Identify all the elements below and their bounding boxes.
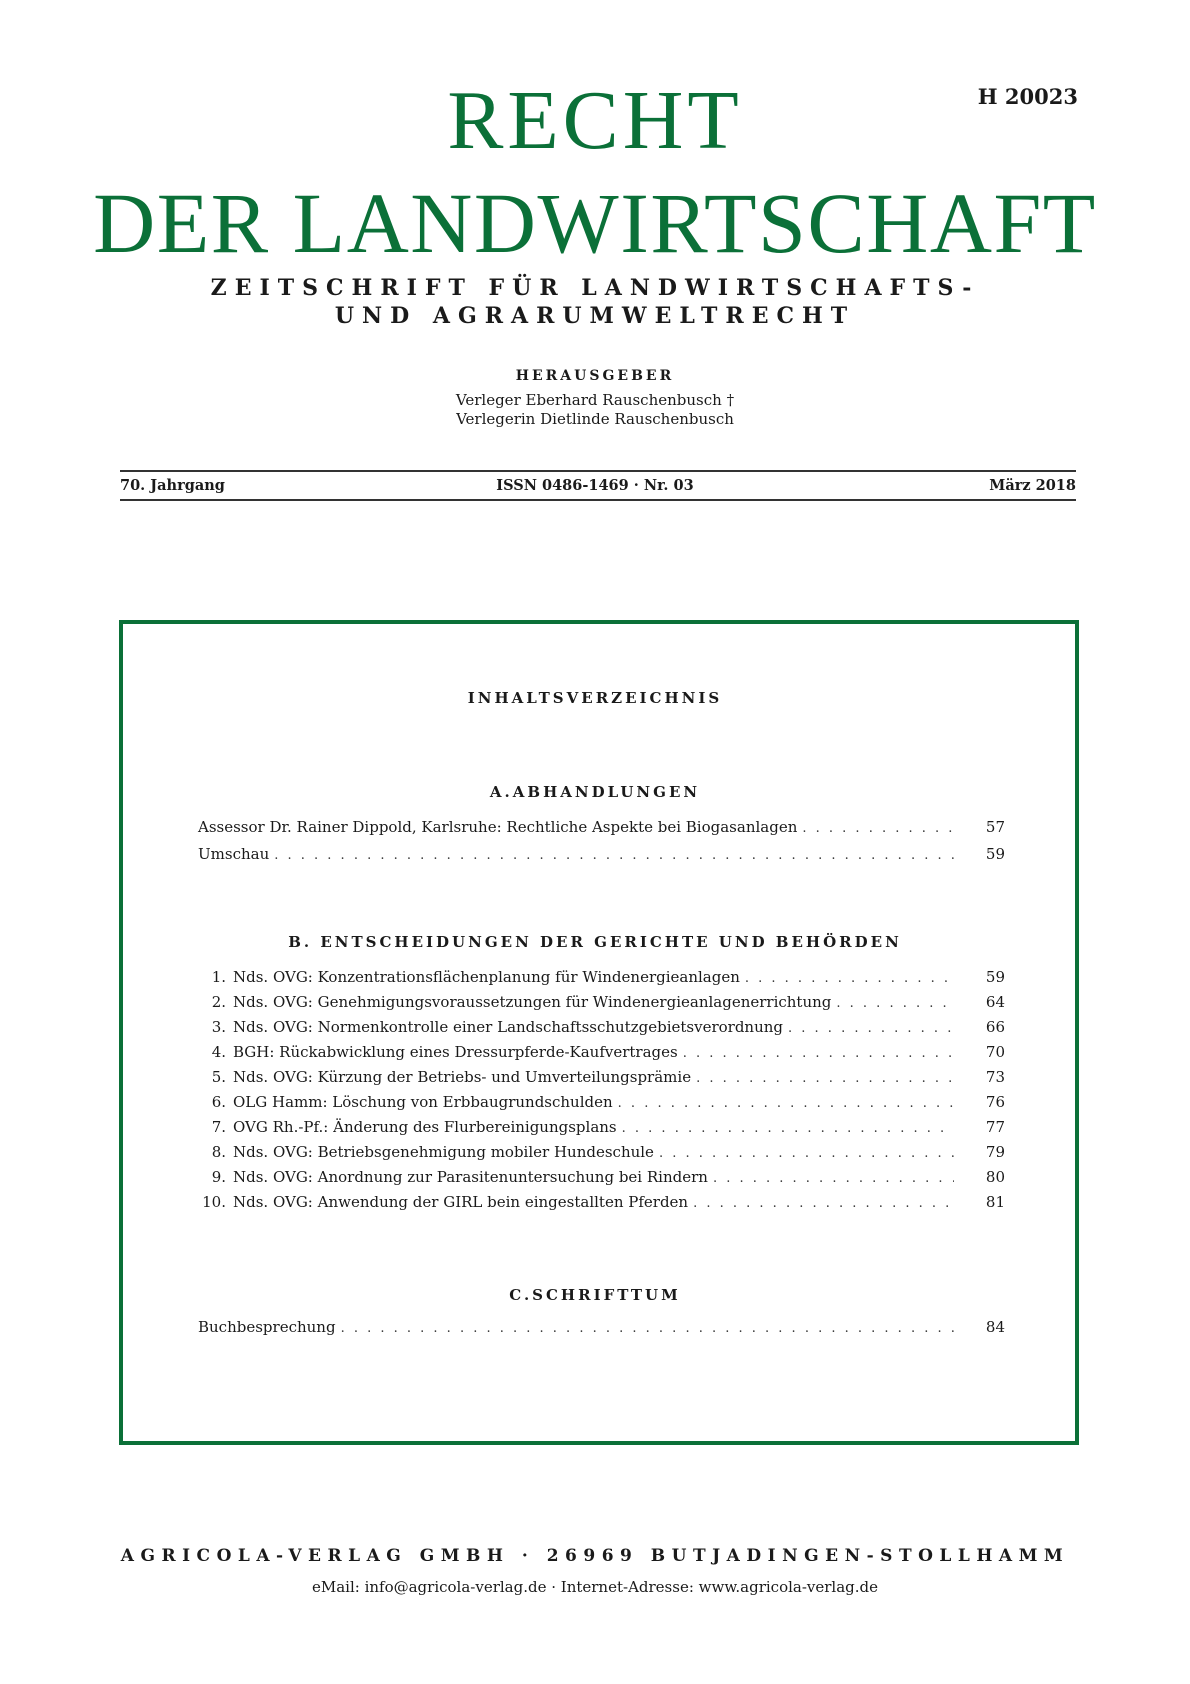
toc-entry-number: 6. xyxy=(211,1093,226,1111)
issue-issn: ISSN 0486-1469 · Nr. 03 xyxy=(496,477,694,494)
toc-entry-page: 79 xyxy=(985,1143,1005,1161)
issue-bar-top-rule xyxy=(120,470,1076,472)
toc-entry-number: 7. xyxy=(211,1118,226,1136)
toc-leader-dots xyxy=(788,1021,954,1036)
toc-entry-title: Nds. OVG: Anwendung der GIRL bein eingestallten Pferden xyxy=(233,1193,689,1211)
toc-entry-number: 1. xyxy=(211,968,226,986)
toc-leader-dots xyxy=(713,1171,954,1186)
toc-entry-number: 5. xyxy=(211,1068,226,1086)
toc-entry xyxy=(198,993,1005,1015)
toc-leader-dots xyxy=(693,1196,954,1211)
toc-entry-title: Nds. OVG: Betriebsgenehmigung mobiler Hundeschule xyxy=(233,1143,654,1161)
journal-title-line1: RECHT xyxy=(447,74,743,167)
issue-date: März 2018 xyxy=(989,477,1076,494)
toc-entry-page: 70 xyxy=(985,1043,1005,1061)
toc-entry-title: Nds. OVG: Konzentrationsflächenplanung für Windenergieanlagen xyxy=(233,968,740,986)
toc-entry-number: 9. xyxy=(211,1168,226,1186)
toc-entry-title: Nds. OVG: Kürzung der Betriebs- und Umverteilungsprämie xyxy=(233,1068,692,1086)
toc-entry xyxy=(198,1318,1005,1340)
toc-entry-number: 4. xyxy=(211,1043,226,1061)
toc-entry xyxy=(198,1143,1005,1165)
editor-name-2: Verlegerin Dietlinde Rauschenbusch xyxy=(456,410,734,428)
toc-entry xyxy=(198,845,1005,867)
toc-entry xyxy=(198,1018,1005,1040)
toc-entry-page: 64 xyxy=(985,993,1005,1011)
toc-entry xyxy=(198,1068,1005,1090)
toc-entry-title: Umschau xyxy=(198,845,270,863)
journal-code: H 20023 xyxy=(977,84,1078,109)
toc-entry-title: Nds. OVG: Anordnung zur Parasitenuntersuchung bei Rindern xyxy=(233,1168,708,1186)
toc-leader-dots xyxy=(622,1121,954,1136)
editor-label: HERAUSGEBER xyxy=(515,368,675,384)
toc-entry-page: 59 xyxy=(985,968,1005,986)
journal-subtitle-line2: UND AGRARUMWELTRECHT xyxy=(334,303,856,329)
toc-leader-dots xyxy=(745,971,954,986)
toc-entry xyxy=(198,1043,1005,1065)
toc-entry-number: 3. xyxy=(211,1018,226,1036)
toc-entry-title: Buchbesprechung xyxy=(198,1318,336,1336)
toc-leader-dots xyxy=(341,1321,954,1336)
toc-entry-page: 59 xyxy=(985,845,1005,863)
issue-volume: 70. Jahrgang xyxy=(120,477,225,494)
toc-entry-title: Assessor Dr. Rainer Dippold, Karlsruhe: Rechtliche Aspekte bei Biogasanlagen xyxy=(198,818,798,836)
toc-entry-page: 84 xyxy=(985,1318,1005,1336)
section-b-heading: B. ENTSCHEIDUNGEN DER GERICHTE UND BEHÖRDEN xyxy=(288,933,902,951)
toc-leader-dots xyxy=(274,848,954,863)
toc-entry-title: Nds. OVG: Genehmigungsvoraussetzungen für Windenergieanlagenerrichtung xyxy=(233,993,832,1011)
toc-leader-dots xyxy=(659,1146,954,1161)
toc-entry-page: 73 xyxy=(985,1068,1005,1086)
editor-name-1: Verleger Eberhard Rauschenbusch † xyxy=(455,391,735,409)
toc-entry xyxy=(198,968,1005,990)
toc-leader-dots xyxy=(802,821,954,836)
toc-entry-page: 57 xyxy=(985,818,1005,836)
toc-entry-number: 2. xyxy=(211,993,226,1011)
toc-entry-title: BGH: Rückabwicklung eines Dressurpferde-Kaufvertrages xyxy=(233,1043,678,1061)
toc-entry xyxy=(198,818,1005,840)
publisher-line: AGRICOLA-VERLAG GMBH · 26969 BUTJADINGEN-STOLLHAMM xyxy=(120,1546,1070,1566)
toc-entry xyxy=(198,1193,1005,1215)
section-a-heading: A.ABHANDLUNGEN xyxy=(489,783,701,801)
section-c-heading: C.SCHRIFTTUM xyxy=(509,1286,681,1304)
toc-entry-title: OLG Hamm: Löschung von Erbbaugrundschulden xyxy=(233,1093,613,1111)
toc-entry xyxy=(198,1118,1005,1140)
toc-leader-dots xyxy=(696,1071,954,1086)
toc-entry-title: Nds. OVG: Normenkontrolle einer Landschaftsschutzgebietsverordnung xyxy=(233,1018,784,1036)
toc-heading: INHALTSVERZEICHNIS xyxy=(467,689,723,707)
toc-entry-title: OVG Rh.-Pf.: Änderung des Flurbereinigungsplans xyxy=(233,1118,617,1136)
toc-entry xyxy=(198,1168,1005,1190)
toc-leader-dots xyxy=(618,1096,954,1111)
toc-entry-page: 76 xyxy=(985,1093,1005,1111)
toc-entry-number: 8. xyxy=(211,1143,226,1161)
issue-bar-bottom-rule xyxy=(120,499,1076,501)
toc-entry xyxy=(198,1093,1005,1115)
toc-leader-dots xyxy=(836,996,954,1011)
toc-entry-page: 66 xyxy=(985,1018,1005,1036)
journal-title-line2: DER LANDWIRTSCHAFT xyxy=(93,175,1097,271)
contact-line: eMail: info@agricola-verlag.de · Internet-Adresse: www.agricola-verlag.de xyxy=(311,1578,879,1596)
journal-subtitle-line1: ZEITSCHRIFT FÜR LANDWIRTSCHAFTS- xyxy=(210,275,980,301)
toc-entry-page: 81 xyxy=(985,1193,1005,1211)
toc-leader-dots xyxy=(683,1046,954,1061)
toc-entry-page: 80 xyxy=(985,1168,1005,1186)
toc-entry-page: 77 xyxy=(985,1118,1005,1136)
toc-entry-number: 10. xyxy=(202,1193,226,1211)
